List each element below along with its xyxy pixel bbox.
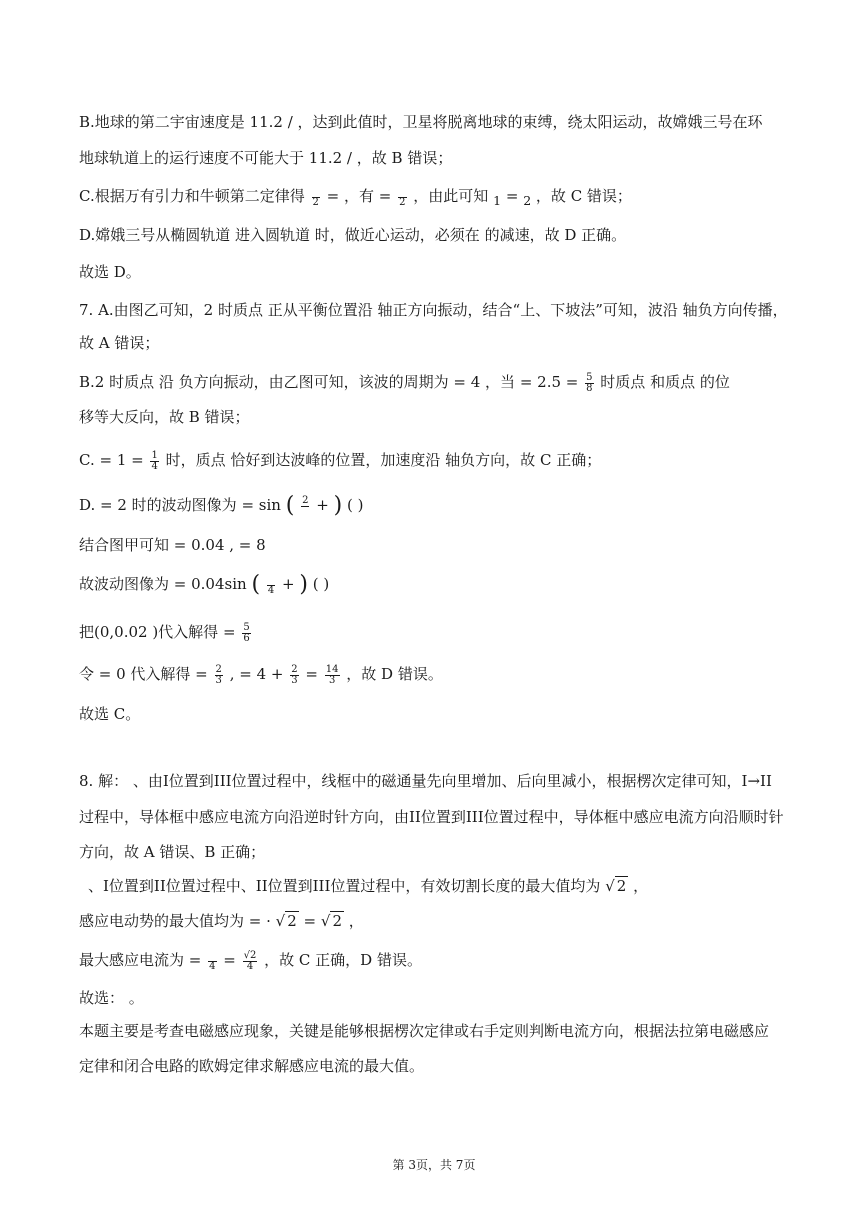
formula-line	[79, 186, 791, 211]
text-span: 、I位置到II位置过程中、II位置到III位置过程中，有效切割长度的最大值均为	[88, 877, 601, 895]
fraction: $\frac{1}{4}$	[151, 449, 158, 472]
text-line: 地球轨道上的运行速度不可能大于 11.2 / ，故 B 错误；	[79, 149, 453, 167]
fraction: $\frac{2}{3}$	[291, 663, 298, 686]
fraction: 2	[312, 196, 319, 208]
text-span: ，故 C 错误；	[535, 187, 632, 205]
text-span: ，	[348, 912, 364, 930]
fraction: $\frac{14}{3}$	[325, 663, 339, 686]
text-span: =	[223, 951, 236, 969]
paren: )	[333, 493, 343, 518]
text-span: =	[505, 187, 519, 205]
text-line: 故选 D。	[79, 263, 141, 281]
fraction: 2	[399, 196, 406, 208]
formula-line	[88, 876, 800, 896]
fraction: $\frac{√2}{4}$	[243, 949, 257, 972]
formula-line	[79, 574, 791, 596]
text-span: , = 4 +	[229, 665, 284, 683]
text-span: +	[316, 496, 329, 514]
text-line: D.嫦娥三号从椭圆轨道 进入圆轨道 时，做近心运动，必须在 的减速，故 D 正确。	[79, 226, 627, 244]
text-span: ，故 C 正确，D 错误。	[264, 951, 422, 969]
text-line: 方向，故 A 错误、B 正确；	[79, 843, 266, 861]
fraction: 4	[267, 584, 275, 596]
text-span: ，由此可知	[413, 187, 489, 205]
text-line: 结合图甲可知 = 0.04 , = 8	[79, 536, 266, 554]
text-span: +	[281, 575, 295, 593]
text-span: ( )	[346, 496, 364, 514]
sqrt: √ 2	[275, 912, 297, 930]
formula-line	[79, 622, 791, 644]
text-span: B.2 时质点 沿 负方向振动，由乙图可知，该波的周期为 = 4 ，当 = 2.5 =	[79, 373, 579, 391]
text-span: ，故 D 错误。	[346, 665, 443, 683]
text-line: 定律和闭合电路的欧姆定律求解感应电流的最大值。	[79, 1057, 425, 1075]
text-line: 故选： 。	[79, 989, 144, 1007]
fraction: $\frac{5}{6}$	[243, 621, 250, 644]
sqrt: √ 2	[320, 912, 343, 930]
formula-line	[79, 450, 791, 472]
paren: (	[251, 572, 261, 597]
formula-line	[79, 664, 791, 686]
fraction: 2	[301, 496, 309, 517]
text-line: 8. 解： 、由I位置到III位置过程中，线框中的磁通量先向里增加、后向里减小，根据楞次定律可知，I→II	[79, 772, 772, 790]
formula-line	[79, 950, 791, 972]
text-line: 过程中，导体框中感应电流方向沿逆时针方向，由II位置到III位置过程中，导体框中感应电流方向沿顺时针	[79, 808, 784, 826]
fraction: $\frac{2}{3}$	[215, 663, 222, 686]
fraction: 4	[209, 960, 216, 972]
formula-line	[79, 372, 791, 394]
subscript: 1	[493, 193, 502, 208]
text-line: 7. A.由图乙可知，2 时质点 正从平衡位置沿 轴正方向振动，结合“上、下坡法”可知，波沿 轴负方向传播，	[79, 301, 788, 319]
text-span: ，	[633, 877, 649, 895]
text-span: =	[326, 187, 340, 205]
text-span: 时，质点 恰好到达波峰的位置，加速度沿 轴负方向，故 C 正确；	[165, 451, 602, 469]
page-footer: 第 3页，共 7页	[392, 1158, 476, 1172]
subscript: 2	[523, 193, 532, 208]
text-span: 感应电动势的最大值均为 = ·	[79, 912, 271, 930]
text-span: =	[303, 912, 317, 930]
text-span: 时质点 和质点 的位	[600, 373, 730, 391]
text-span: D. = 2 时的波动图像为 = sin	[79, 496, 281, 514]
text-span: ( )	[312, 575, 330, 593]
text-span: 把(0,0.02 )代入解得 =	[79, 623, 236, 641]
fraction: $\frac{5}{8}$	[586, 371, 593, 394]
text-line: B.地球的第二宇宙速度是 11.2 / ，达到此值时，卫星将脱离地球的束缚，绕太阳运动，故嫦娥三号在环	[79, 113, 763, 131]
text-span: 最大感应电流为 =	[79, 951, 202, 969]
text-line: 故选 C。	[79, 705, 141, 723]
text-span: 故波动图像为 = 0.04sin	[79, 575, 247, 593]
text-span: C. = 1 =	[79, 451, 144, 469]
paren: (	[285, 493, 295, 518]
text-span: 令 = 0 代入解得 =	[79, 665, 208, 683]
text-span: =	[305, 665, 318, 683]
text-span: ，有 =	[344, 187, 392, 205]
text-line: 移等大反向，故 B 错误；	[79, 408, 250, 426]
text-line: 本题主要是考查电磁感应现象，关键是能够根据楞次定律或右手定则判断电流方向，根据法拉第电磁感应	[79, 1022, 770, 1040]
text-line: 故 A 错误；	[79, 334, 160, 352]
text-span: C.根据万有引力和牛顿第二定律得	[79, 187, 305, 205]
sqrt: √ 2	[605, 877, 627, 895]
paren: )	[299, 572, 308, 597]
formula-line	[79, 911, 791, 931]
formula-line	[79, 495, 791, 517]
